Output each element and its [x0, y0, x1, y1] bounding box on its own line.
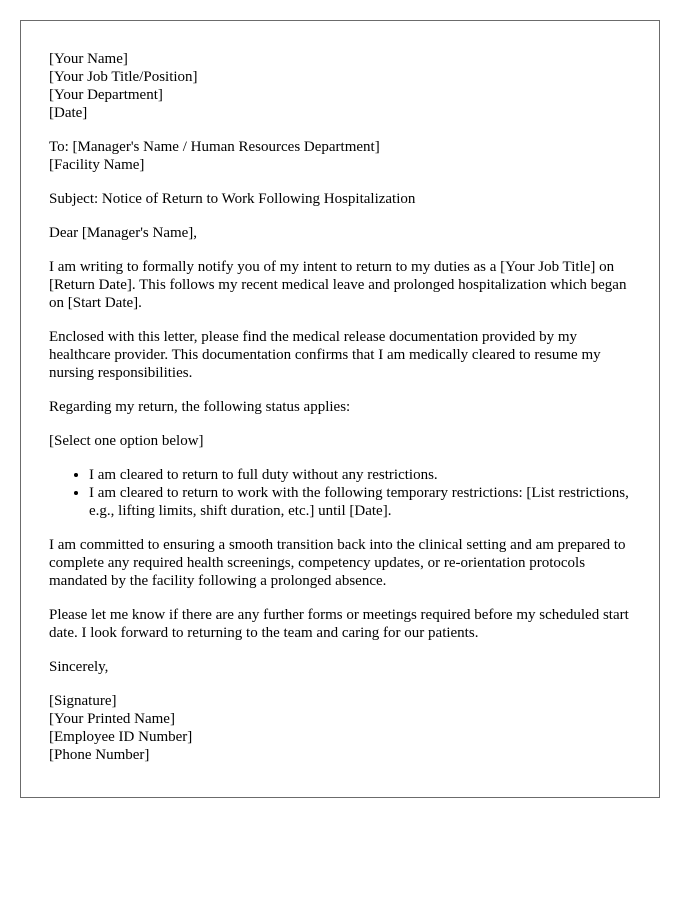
salutation: Dear [Manager's Name], [49, 225, 198, 241]
recipient-to-line: To: [Manager's Name / Human Resources Department] [49, 139, 380, 155]
recipient-facility: [Facility Name] [49, 157, 145, 173]
phone-number: [Phone Number] [49, 747, 150, 763]
recipient-block [49, 138, 631, 174]
select-instruction: [Select one option below] [49, 433, 204, 449]
body-paragraph-4: I am committed to ensuring a smooth transition back into the clinical setting and am prepared to complete any required health screenings, competency updates, or re-orientation protocols mandated by the facility following a prolonged absence. [49, 537, 626, 589]
sender-block [49, 50, 631, 122]
body-paragraph-1: I am writing to formally notify you of my intent to return to my duties as a [Your Job Title] on [Return Date]. This follows my recent medical leave and prolonged hospitalization which began on [Start Date]. [49, 259, 627, 311]
signature-placeholder: [Signature] [49, 693, 117, 709]
letter-date: [Date] [49, 105, 88, 121]
closing: Sincerely, [49, 659, 109, 675]
letter-document [20, 20, 660, 798]
status-options-list [49, 466, 631, 520]
employee-id: [Employee ID Number] [49, 729, 193, 745]
sender-name: [Your Name] [49, 51, 128, 67]
printed-name: [Your Printed Name] [49, 711, 175, 727]
status-option-restrictions: • I am cleared to return to work with the following temporary restrictions: [List restrictions, e.g., lifting limits, shift duration, etc.] until [Date]. [89, 484, 631, 520]
signature-block [49, 692, 631, 764]
body-paragraph-5: Please let me know if there are any further forms or meetings required before my scheduled start date. I look forward to returning to the team and caring for our patients. [49, 607, 629, 641]
body-paragraph-3: Regarding my return, the following status applies: [49, 399, 351, 415]
subject-line: Subject: Notice of Return to Work Following Hospitalization [49, 191, 416, 207]
sender-job-title: [Your Job Title/Position] [49, 69, 198, 85]
body-paragraph-2: Enclosed with this letter, please find the medical release documentation provided by my healthcare provider. This documentation confirms that I am medically cleared to resume my nursing responsibilities. [49, 329, 601, 381]
sender-department: [Your Department] [49, 87, 163, 103]
status-option-full-duty: • I am cleared to return to full duty without any restrictions. [89, 466, 631, 484]
